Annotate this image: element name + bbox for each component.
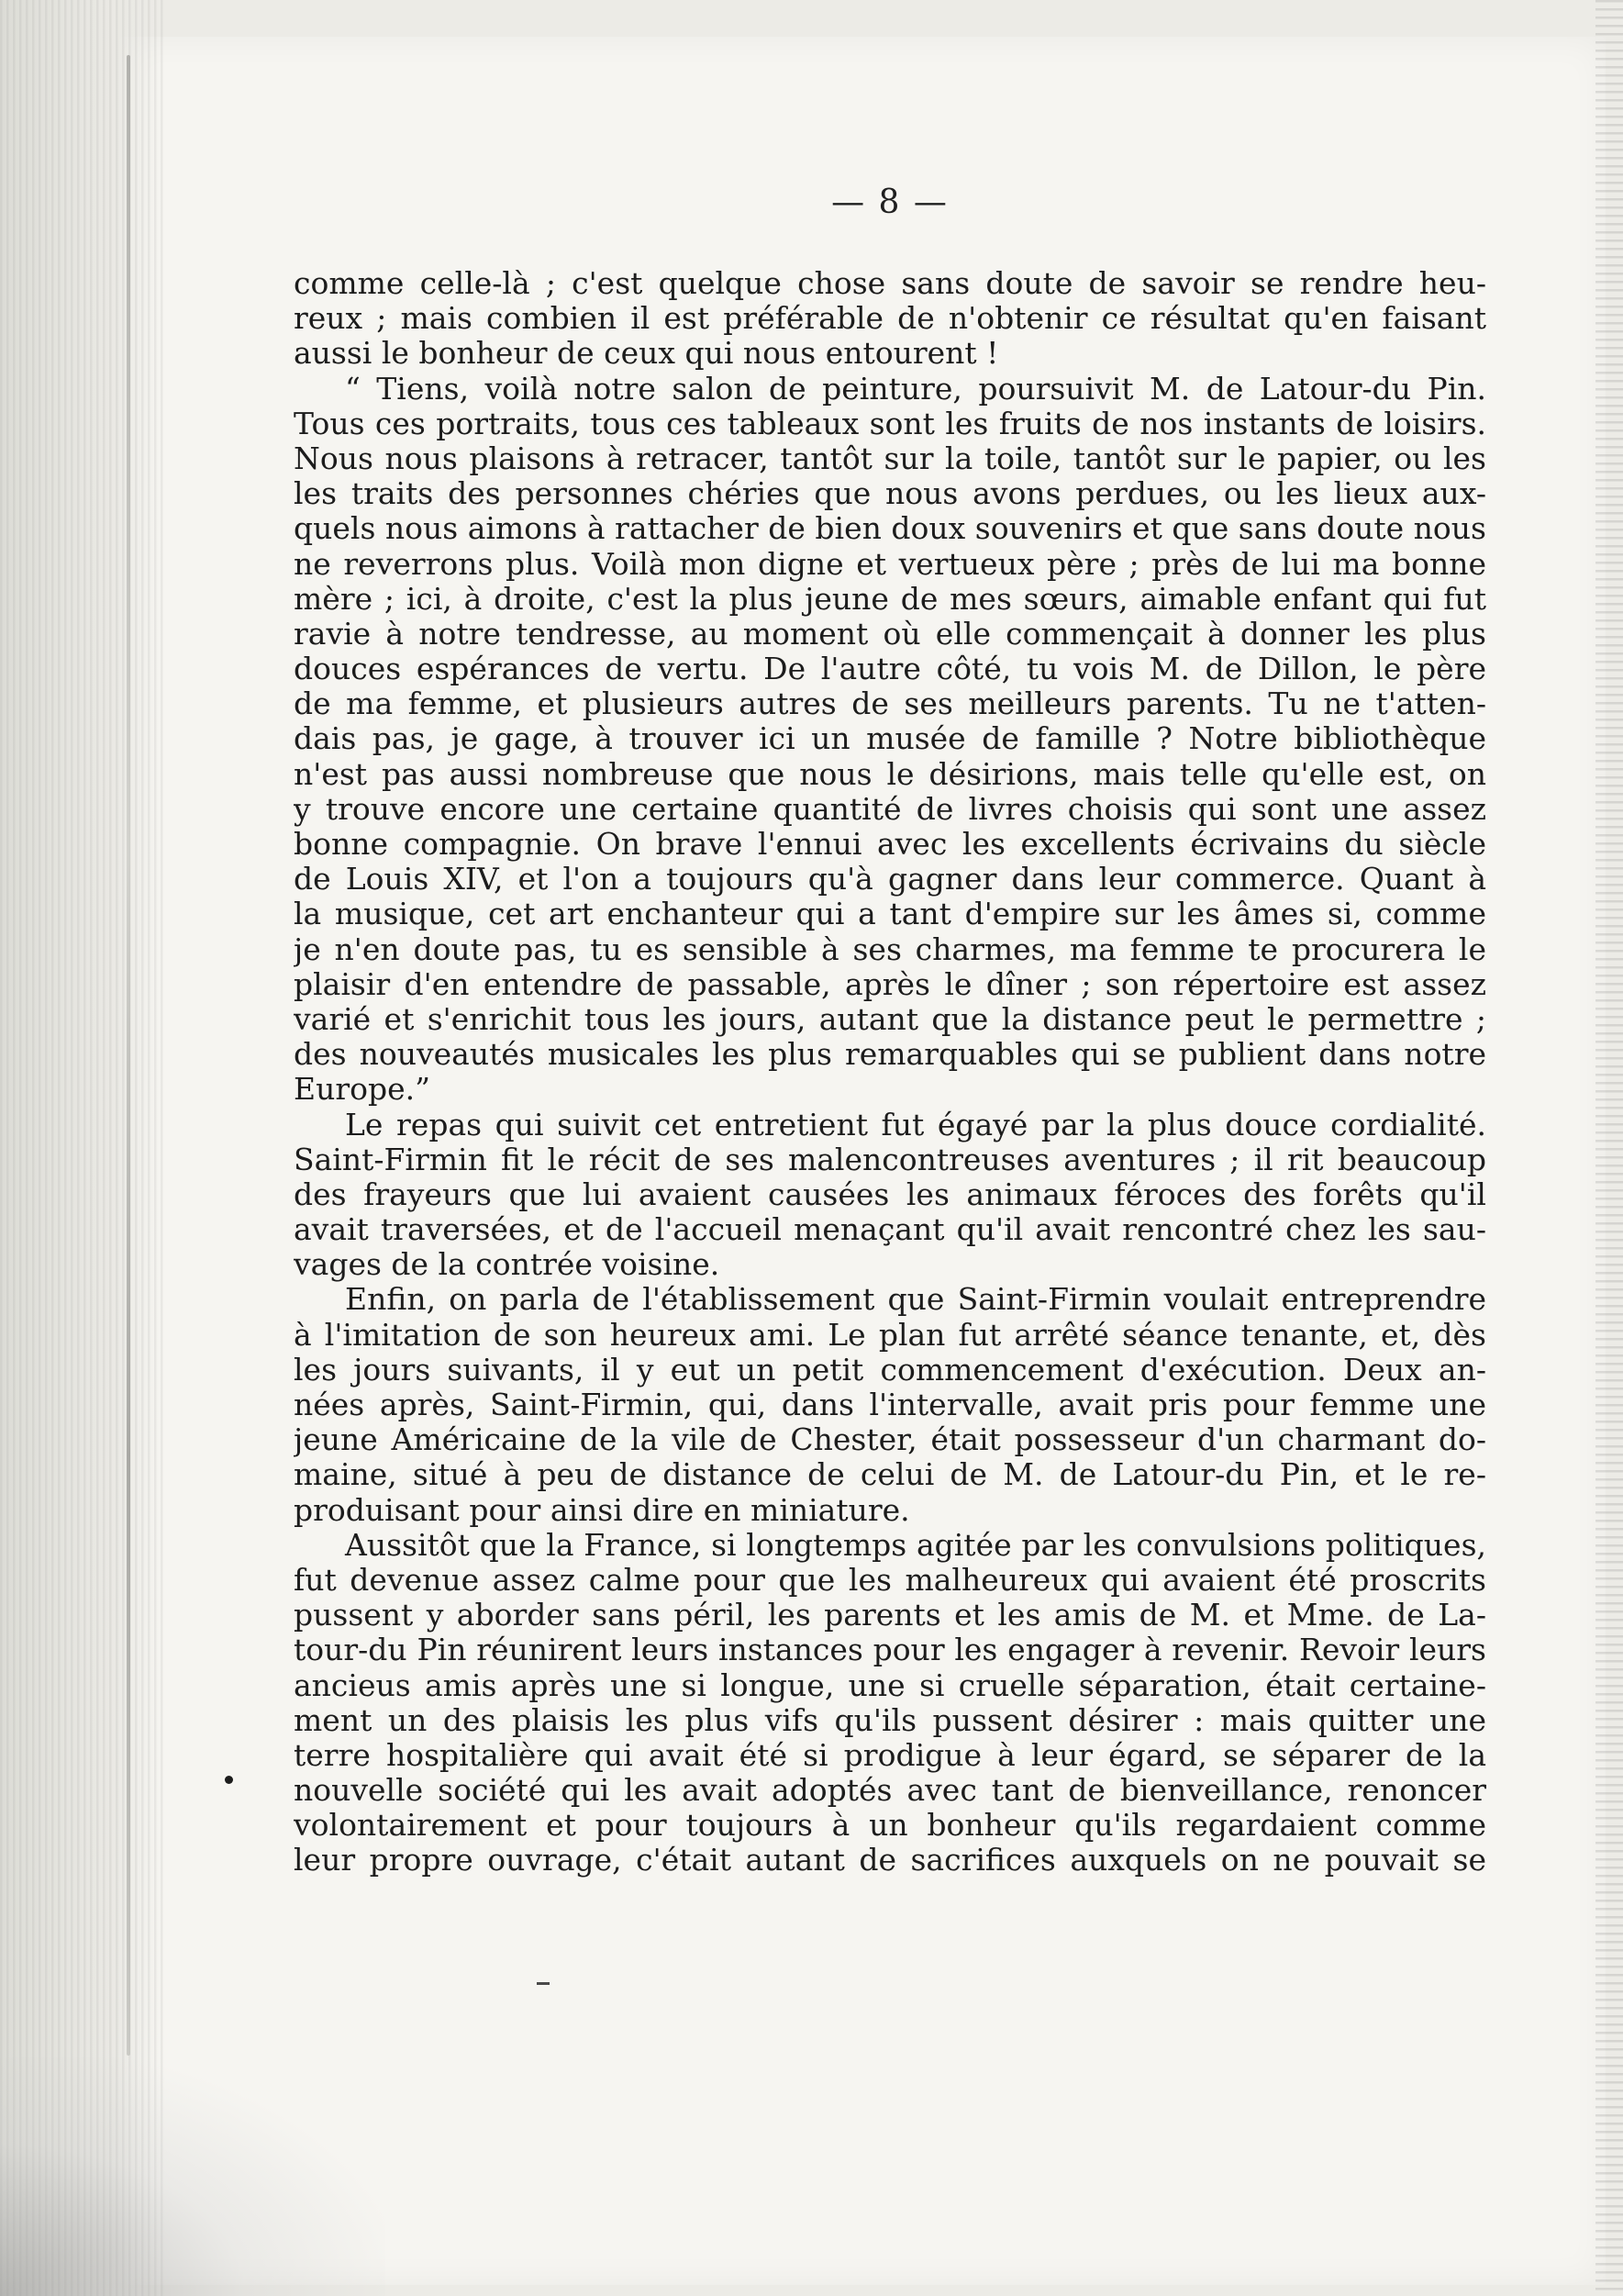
text-line: Aussitôt que la France, si longtemps agitée par les convulsions politiques, bbox=[345, 1527, 1486, 1563]
text-line: Tous ces portraits, tous ces tableaux sont les fruits de nos instants de loisirs. bbox=[294, 406, 1486, 441]
text-line: mère ; ici, à droite, c'est la plus jeune de mes sœurs, aimable enfant qui fut bbox=[294, 581, 1486, 617]
text-line: jeune Américaine de la vile de Chester, était possesseur d'un charmant do- bbox=[294, 1422, 1486, 1458]
binding-shadow bbox=[0, 0, 165, 2296]
text-line: des nouveautés musicales les plus remarquables qui se publient dans notre bbox=[294, 1037, 1486, 1073]
text-line: reux ; mais combien il est préférable de n'obtenir ce résultat qu'en faisant bbox=[294, 301, 1486, 337]
text-line: tour-du Pin réunirent leurs instances pour les engager à revenir. Revoir leurs bbox=[294, 1633, 1486, 1668]
text-line: la musique, cet art enchanteur qui a tant d'empire sur les âmes si, comme bbox=[294, 897, 1486, 932]
text-line: Le repas qui suivit cet entretient fut égayé par la plus douce cordialité. bbox=[345, 1107, 1486, 1142]
text-line: y trouve encore une certaine quantité de livres choisis qui sont une assez bbox=[294, 791, 1486, 827]
text-line: les jours suivants, il y eut un petit commencement d'exécution. Deux an- bbox=[294, 1352, 1486, 1388]
text-line: avait traversées, et de l'accueil menaçant qu'il avait rencontré chez les sau- bbox=[294, 1212, 1486, 1248]
text-line: maine, situé à peu de distance de celui de M. de Latour-du Pin, et le re- bbox=[294, 1457, 1486, 1493]
text-line: quels nous aimons à rattacher de bien doux souvenirs et que sans doute nous bbox=[294, 511, 1486, 547]
text-line: de Louis XIV, et l'on a toujours qu'à gagner dans leur commerce. Quant à bbox=[294, 862, 1486, 897]
text-line: ment un des plaisis les plus vifs qu'ils pussent désirer : mais quitter une bbox=[294, 1702, 1486, 1738]
text-line: Enfin, on parla de l'établissement que Saint-Firmin voulait entreprendre bbox=[345, 1282, 1486, 1318]
text-line: ancieus amis après une si longue, une si cruelle séparation, était certaine- bbox=[294, 1667, 1486, 1703]
page-number: — 8 — bbox=[831, 184, 949, 221]
text-line: aussi le bonheur de ceux qui nous entourent ! bbox=[294, 336, 999, 372]
text-line: terre hospitalière qui avait été si prodigue à leur égard, se séparer de la bbox=[294, 1737, 1486, 1773]
text-line: varié et s'enrichit tous les jours, autant que la distance peut le permettre ; bbox=[294, 1001, 1486, 1037]
text-line: leur propre ouvrage, c'était autant de sacrifices auxquels on ne pouvait se bbox=[294, 1843, 1486, 1878]
text-line: Saint-Firmin fit le récit de ses malencontreuses aventures ; il rit beaucoup bbox=[294, 1142, 1486, 1177]
stray-mark bbox=[537, 1982, 550, 1985]
text-line: bonne compagnie. On brave l'ennui avec les excellents écrivains du siècle bbox=[294, 827, 1486, 862]
text-line: des frayeurs que lui avaient causées les animaux féroces des forêts qu'il bbox=[294, 1176, 1486, 1212]
text-line: nouvelle société qui les avait adoptés avec tant de bienveillance, renoncer bbox=[294, 1773, 1486, 1809]
text-line: dais pas, je gage, à trouver ici un musée de famille ? Notre bibliothèque bbox=[294, 721, 1486, 757]
text-line: douces espérances de vertu. De l'autre côté, tu vois M. de Dillon, le père bbox=[294, 652, 1486, 687]
text-line: je n'en doute pas, tu es sensible à ses charmes, ma femme te procurera le bbox=[294, 931, 1486, 967]
text-line: Nous nous plaisons à retracer, tantôt sur la toile, tantôt sur le papier, ou les bbox=[294, 440, 1486, 476]
text-line: produisant pour ainsi dire en miniature. bbox=[294, 1492, 910, 1528]
text-line: pussent y aborder sans péril, les parents et les amis de M. et Mme. de La- bbox=[294, 1598, 1486, 1633]
body-text bbox=[294, 266, 1486, 1878]
text-line: comme celle-là ; c'est quelque chose sans doute de savoir se rendre heu- bbox=[294, 266, 1486, 301]
text-line: vages de la contrée voisine. bbox=[294, 1247, 720, 1283]
text-line: ne reverrons plus. Voilà mon digne et vertueux père ; près de lui ma bonne bbox=[294, 546, 1486, 582]
text-line: nées après, Saint-Firmin, qui, dans l'intervalle, avait pris pour femme une bbox=[294, 1388, 1486, 1422]
text-line: volontairement et pour toujours à un bonheur qu'ils regardaient comme bbox=[294, 1808, 1486, 1844]
text-line: fut devenue assez calme pour que les malheureux qui avaient été proscrits bbox=[294, 1562, 1486, 1598]
page-edge-noise bbox=[1595, 0, 1623, 2296]
text-line: à l'imitation de son heureux ami. Le plan fut arrêté séance tenante, et, dès bbox=[294, 1317, 1486, 1353]
text-line: “ Tiens, voilà notre salon de peinture, poursuivit M. de Latour-du Pin. bbox=[345, 371, 1486, 407]
text-line: les traits des personnes chéries que nous avons perdues, ou les lieux aux- bbox=[294, 476, 1486, 512]
text-line: ravie à notre tendresse, au moment où elle commençait à donner les plus bbox=[294, 616, 1486, 652]
text-line: de ma femme, et plusieurs autres de ses meilleurs parents. Tu ne t'atten- bbox=[294, 686, 1486, 722]
scan-noise-corner bbox=[0, 2057, 385, 2296]
page-crease bbox=[127, 55, 130, 2056]
text-line: Europe.” bbox=[294, 1072, 430, 1108]
text-line: plaisir d'en entendre de passable, après le dîner ; son répertoire est assez bbox=[294, 966, 1486, 1002]
margin-mark bbox=[225, 1776, 233, 1784]
text-line: n'est pas aussi nombreuse que nous le désirions, mais telle qu'elle est, on bbox=[294, 756, 1486, 792]
